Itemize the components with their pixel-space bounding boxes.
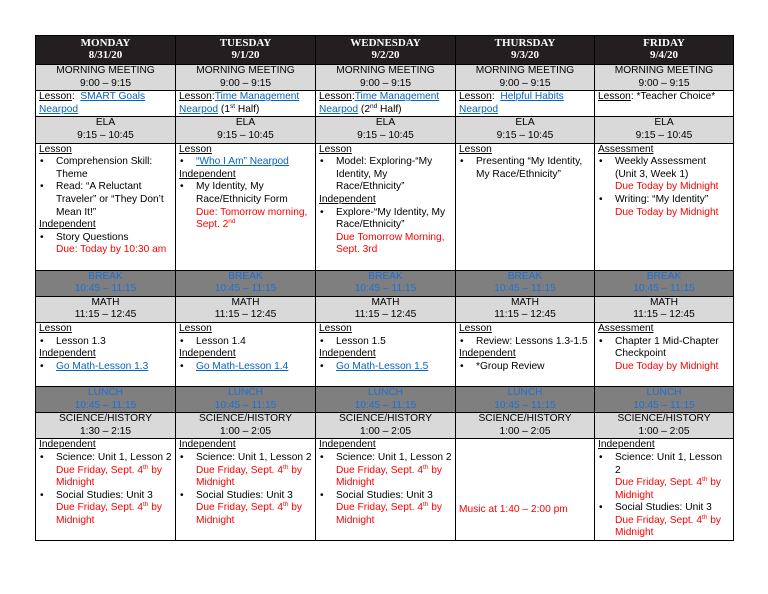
list-item: • Chapter 1 Mid-Chapter Checkpoint Due Today by Midnight	[598, 336, 730, 374]
list-item: • Read: “A Reluctant Traveler” or “They Don’t Mean It!”	[39, 181, 172, 219]
math-header-wednesday: MATH 11:15 – 12:45	[316, 296, 456, 322]
ela-content-row	[36, 143, 734, 270]
go-math-lesson-1-5-link[interactable]: Go Math-Lesson 1.5	[336, 360, 429, 372]
morning-meeting-tuesday: MORNING MEETING 9:00 – 9:15	[176, 65, 316, 91]
morning-lesson-tuesday: Lesson:Time Management Nearpod (1st Half)	[176, 91, 316, 117]
list-item: • Science: Unit 1, Lesson 2 Due Friday, Sept. 4th by Midnight	[39, 452, 172, 490]
weekly-schedule-table	[35, 35, 734, 541]
go-math-lesson-1-3-link[interactable]: Go Math-Lesson 1.3	[56, 360, 149, 372]
time-management-nearpod-link-1[interactable]: Time Management Nearpod	[179, 91, 300, 115]
ela-friday: Assessment • Weekly Assessment (Unit 3, Week 1) Due Today by Midnight • Writing: “My Identity” Due Today by Midnight	[595, 143, 734, 270]
list-item: • Review: Lessons 1.3-1.5	[459, 336, 591, 349]
break-monday: BREAK 10:45 – 11:15	[36, 270, 176, 296]
math-header-thursday: MATH 11:15 – 12:45	[456, 296, 595, 322]
music-time-note: Music at 1:40 – 2:00 pm	[459, 504, 568, 516]
list-item: • Science: Unit 1, Lesson 2 Due Friday, Sept. 4th by Midnight	[319, 452, 452, 490]
list-item: • Lesson 1.4	[179, 336, 312, 349]
lunch-wednesday: LUNCH 10:45 – 11:15	[316, 386, 456, 412]
math-header-friday: MATH 11:15 – 12:45	[595, 296, 734, 322]
science-history-friday: Independent • Science: Unit 1, Lesson 2 Due Friday, Sept. 4th by Midnight • Social Studies: Unit 3 Due Friday, Sept. 4th by Midnight	[595, 439, 734, 541]
morning-lesson-monday: Lesson: SMART Goals Nearpod	[36, 91, 176, 117]
ela-row	[36, 117, 734, 143]
list-item: • Lesson 1.5	[319, 336, 452, 349]
break-thursday: BREAK 10:45 – 11:15	[456, 270, 595, 296]
time-management-nearpod-link-2[interactable]: Time Management Nearpod	[319, 91, 440, 115]
lunch-thursday: LUNCH 10:45 – 11:15	[456, 386, 595, 412]
list-item: • Presenting “My Identity, My Race/Ethnicity”	[459, 156, 591, 181]
list-item: • Social Studies: Unit 3 Due Friday, Sept. 4th by Midnight	[39, 490, 172, 528]
go-math-lesson-1-4-link[interactable]: Go Math-Lesson 1.4	[196, 360, 289, 372]
list-item: • Explore-“My Identity, My Race/Ethnicity” Due Tomorrow Morning, Sept. 3rd	[319, 207, 452, 257]
day-header-monday: MONDAY 8/31/20	[36, 36, 176, 65]
morning-meeting-monday: MORNING MEETING 9:00 – 9:15	[36, 65, 176, 91]
morning-meeting-row	[36, 65, 734, 91]
math-header-tuesday: MATH 11:15 – 12:45	[176, 296, 316, 322]
lunch-row	[36, 386, 734, 412]
science-history-tuesday: Independent • Science: Unit 1, Lesson 2 Due Friday, Sept. 4th by Midnight • Social Studies: Unit 3 Due Friday, Sept. 4th by Midnight	[176, 439, 316, 541]
lunch-tuesday: LUNCH 10:45 – 11:15	[176, 386, 316, 412]
ela-thursday: Lesson • Presenting “My Identity, My Race/Ethnicity”	[456, 143, 595, 270]
science-history-content-row	[36, 439, 734, 541]
day-header-thursday: THURSDAY 9/3/20	[456, 36, 595, 65]
science-history-wednesday: Independent • Science: Unit 1, Lesson 2 Due Friday, Sept. 4th by Midnight • Social Studies: Unit 3 Due Friday, Sept. 4th by Midnight	[316, 439, 456, 541]
day-header-row	[36, 36, 734, 65]
list-item: • Weekly Assessment (Unit 3, Week 1) Due Today by Midnight	[598, 156, 730, 194]
break-row	[36, 270, 734, 296]
break-wednesday: BREAK 10:45 – 11:15	[316, 270, 456, 296]
day-header-friday: FRIDAY 9/4/20	[595, 36, 734, 65]
morning-lesson-thursday: Lesson: Helpful Habits Nearpod	[456, 91, 595, 117]
ela-wednesday: Lesson • Model: Exploring-“My Identity, My Race/Ethnicity” Independent • Explore-“My Identity, My Race/Ethnicity” Due Tomorrow Morning, Sept. 3rd	[316, 143, 456, 270]
list-item: • Writing: “My Identity” Due Today by Midnight	[598, 194, 730, 219]
ela-tuesday: Lesson • “Who I Am” Nearpod Independent • My Identity, My Race/Ethnicity Form Due: Tomorrow morning, Sept. 2nd	[176, 143, 316, 270]
ela-header-monday: ELA 9:15 – 10:45	[36, 117, 176, 143]
list-item: • My Identity, My Race/Ethnicity Form Due: Tomorrow morning, Sept. 2nd	[179, 181, 312, 231]
math-tuesday: Lesson • Lesson 1.4 Independent • Go Math-Lesson 1.4	[176, 322, 316, 386]
science-history-header-wednesday: SCIENCE/HISTORY 1:00 – 2:05	[316, 413, 456, 439]
list-item: • Lesson 1.3	[39, 336, 172, 349]
list-item: • Science: Unit 1, Lesson 2 Due Friday, Sept. 4th by Midnight	[179, 452, 312, 490]
helpful-habits-nearpod-link[interactable]: Helpful Habits Nearpod	[459, 91, 564, 115]
math-monday: Lesson • Lesson 1.3 Independent • Go Math-Lesson 1.3	[36, 322, 176, 386]
list-item	[39, 361, 172, 374]
list-item: • Model: Exploring-“My Identity, My Race/Ethnicity”	[319, 156, 452, 194]
day-header-tuesday: TUESDAY 9/1/20	[176, 36, 316, 65]
math-thursday: Lesson • Review: Lessons 1.3-1.5 Independent • *Group Review	[456, 322, 595, 386]
break-friday: BREAK 10:45 – 11:15	[595, 270, 734, 296]
ela-monday: Lesson • Comprehension Skill: Theme • Read: “A Reluctant Traveler” or “They Don’t Mean It!” Independent • Story Questions Due: Today by 10:30 am	[36, 143, 176, 270]
ela-header-wednesday: ELA 9:15 – 10:45	[316, 117, 456, 143]
ela-header-tuesday: ELA 9:15 – 10:45	[176, 117, 316, 143]
math-wednesday: Lesson • Lesson 1.5 Independent • Go Math-Lesson 1.5	[316, 322, 456, 386]
list-item	[319, 361, 452, 374]
science-history-header-friday: SCIENCE/HISTORY 1:00 – 2:05	[595, 413, 734, 439]
morning-meeting-wednesday: MORNING MEETING 9:00 – 9:15	[316, 65, 456, 91]
morning-meeting-friday: MORNING MEETING 9:00 – 9:15	[595, 65, 734, 91]
list-item: • Comprehension Skill: Theme	[39, 156, 172, 181]
lunch-monday: LUNCH 10:45 – 11:15	[36, 386, 176, 412]
science-history-header-monday: SCIENCE/HISTORY 1:30 – 2:15	[36, 413, 176, 439]
list-item: • Story Questions Due: Today by 10:30 am	[39, 232, 172, 257]
list-item: • Social Studies: Unit 3 Due Friday, Sept. 4th by Midnight	[319, 490, 452, 528]
morning-lesson-friday: Lesson: *Teacher Choice*	[595, 91, 734, 117]
break-tuesday: BREAK 10:45 – 11:15	[176, 270, 316, 296]
list-item: • Social Studies: Unit 3 Due Friday, Sept. 4th by Midnight	[179, 490, 312, 528]
math-header-monday: MATH 11:15 – 12:45	[36, 296, 176, 322]
who-i-am-nearpod-link[interactable]: “Who I Am” Nearpod	[196, 156, 289, 168]
science-history-thursday	[456, 439, 595, 541]
list-item: • *Group Review	[459, 361, 591, 374]
science-history-monday: Independent • Science: Unit 1, Lesson 2 Due Friday, Sept. 4th by Midnight • Social Studies: Unit 3 Due Friday, Sept. 4th by Midnight	[36, 439, 176, 541]
list-item	[179, 361, 312, 374]
science-history-row	[36, 413, 734, 439]
math-friday: Assessment • Chapter 1 Mid-Chapter Checkpoint Due Today by Midnight	[595, 322, 734, 386]
math-content-row	[36, 322, 734, 386]
morning-lesson-wednesday: Lesson:Time Management Nearpod (2nd Half)	[316, 91, 456, 117]
science-history-header-tuesday: SCIENCE/HISTORY 1:00 – 2:05	[176, 413, 316, 439]
morning-lesson-row	[36, 91, 734, 117]
list-item: • Science: Unit 1, Lesson 2 Due Friday, Sept. 4th by Midnight	[598, 452, 730, 502]
lunch-friday: LUNCH 10:45 – 11:15	[595, 386, 734, 412]
science-history-header-thursday: SCIENCE/HISTORY 1:00 – 2:05	[456, 413, 595, 439]
morning-meeting-thursday: MORNING MEETING 9:00 – 9:15	[456, 65, 595, 91]
list-item	[179, 156, 312, 169]
ela-header-thursday: ELA 9:15 – 10:45	[456, 117, 595, 143]
list-item: • Social Studies: Unit 3 Due Friday, Sept. 4th by Midnight	[598, 502, 730, 540]
math-row	[36, 296, 734, 322]
ela-header-friday: ELA 9:15 – 10:45	[595, 117, 734, 143]
smart-goals-nearpod-link[interactable]: SMART Goals Nearpod	[39, 91, 146, 115]
day-header-wednesday: WEDNESDAY 9/2/20	[316, 36, 456, 65]
